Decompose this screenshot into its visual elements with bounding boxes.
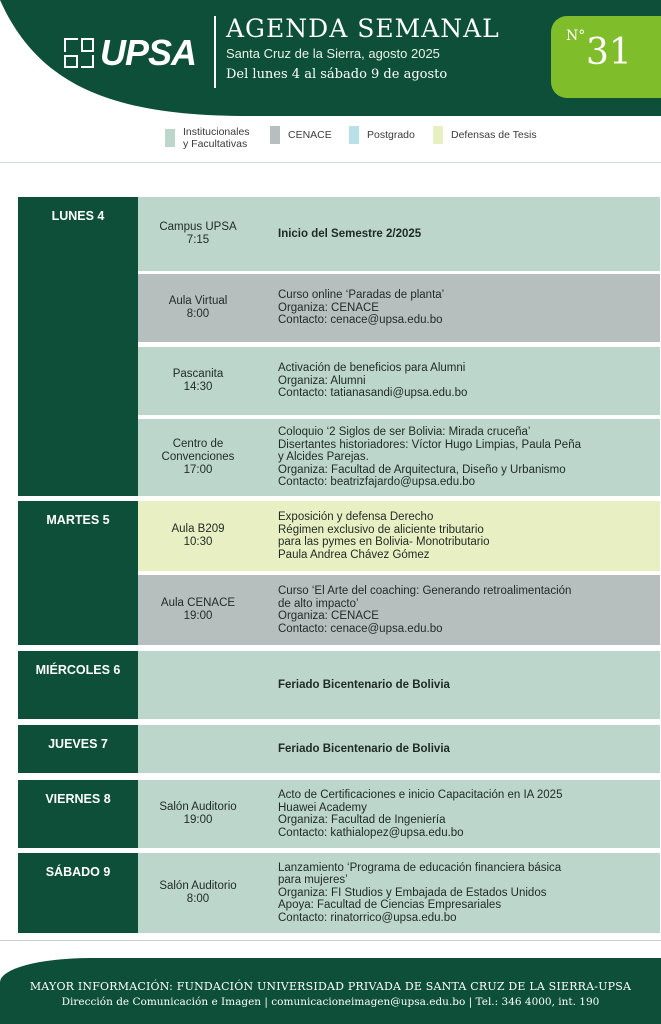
- event-line: Organiza: CENACE: [278, 610, 379, 622]
- event-card: [138, 651, 660, 719]
- event-line: de alto impacto’: [278, 597, 359, 610]
- day-jueves: [18, 725, 660, 773]
- event-line: Paula Andrea Chávez Gómez: [278, 548, 430, 561]
- event-line: Curso online ‘Paradas de planta’: [278, 289, 445, 302]
- day-viernes: [18, 780, 660, 848]
- day-lunes: [18, 197, 660, 496]
- event-line: Huawei Academy: [278, 801, 367, 814]
- footer: [0, 958, 661, 1024]
- event-place: [138, 853, 258, 933]
- place-name: Salón Auditorio: [159, 880, 237, 892]
- place-name: Aula CENACE: [160, 597, 236, 609]
- event-line: Apoya: Facultad de Ciencias Empresariales: [278, 899, 502, 912]
- event-line: Inicio del Semestre 2/2025: [278, 227, 422, 240]
- event-line: Feriado Bicentenario de Bolivia: [278, 742, 450, 755]
- legend-label: Defensas de Tesis: [451, 129, 537, 141]
- event-description: [278, 575, 658, 645]
- event-line: Organiza: Facultad de Arquitectura, Diseño y Urbanismo: [278, 463, 566, 476]
- day-sabado: [18, 853, 660, 933]
- event-place: [138, 780, 258, 848]
- legend-item-institucionales: [165, 126, 250, 150]
- day-label: LUNES 4: [18, 197, 138, 496]
- event-line: Feriado Bicentenario de Bolivia: [278, 678, 450, 691]
- legend-item-cenace: [270, 126, 332, 144]
- event-line: Contacto: rinatorrico@upsa.edu.bo: [278, 911, 457, 924]
- event-line: Activación de beneficios para Alumni: [278, 362, 466, 375]
- event-card: [138, 274, 660, 342]
- event-line: Contacto: beatrizfajardo@upsa.edu.bo: [278, 476, 476, 489]
- place-name: Campus UPSA: [159, 221, 237, 233]
- event-place: [138, 575, 258, 645]
- event-time: 7:15: [186, 234, 210, 246]
- event-time: 19:00: [183, 610, 213, 622]
- event-line: Lanzamiento ‘Programa de educación financiera básica: [278, 861, 562, 874]
- event-time: 14:30: [183, 381, 213, 393]
- event-line: Organiza: Alumni: [278, 374, 366, 387]
- issue-label: N°: [566, 28, 586, 44]
- event-description: [278, 780, 658, 848]
- event-line: Organiza: Facultad de Ingeniería: [278, 814, 446, 826]
- event-line: para mujeres’: [278, 874, 348, 887]
- event-line: Régimen exclusivo de aliciente tributario: [278, 523, 484, 536]
- legend-item-defensas: [433, 126, 537, 144]
- event-card: [138, 347, 660, 415]
- event-card: [138, 575, 660, 645]
- day-label: JUEVES 7: [18, 725, 138, 773]
- legend-swatch: [349, 126, 359, 144]
- event-line: para las pymes en Bolivia- Monotributario: [278, 536, 490, 548]
- event-description: [278, 419, 658, 496]
- legend-divider: [0, 162, 661, 163]
- event-description: [278, 274, 658, 342]
- event-card: [138, 501, 660, 571]
- legend-item-postgrado: [349, 126, 415, 144]
- event-card: [138, 853, 660, 933]
- footer-divider: [0, 940, 661, 941]
- event-description: [278, 725, 658, 773]
- legend-label: Postgrado: [367, 129, 415, 141]
- place-name: Pascanita: [172, 368, 224, 380]
- event-line: Curso ‘El Arte del coaching: Generando retroalimentación: [278, 585, 572, 597]
- place-name: Aula Virtual: [168, 295, 228, 307]
- event-card: [138, 725, 660, 773]
- upsa-logo-mark-icon: [64, 38, 94, 68]
- legend-swatch: [165, 129, 175, 147]
- footer-contact: Dirección de Comunicación e Imagen | comunicacioneimagen@upsa.edu.bo | Tel.: 346 4000, int. 190: [61, 996, 600, 1008]
- event-time: 10:30: [183, 536, 213, 548]
- event-line: Organiza: FI Studios y Embajada de Estados Unidos: [278, 886, 547, 899]
- event-line: y Alcides Parejas.: [278, 451, 369, 464]
- legend-swatch: [270, 126, 280, 144]
- event-line: Organiza: CENACE: [278, 301, 379, 314]
- event-description: [278, 853, 658, 933]
- day-martes: [18, 501, 660, 645]
- event-place: [138, 419, 258, 496]
- event-line: Coloquio ‘2 Siglos de ser Bolivia: Mirada cruceña’: [278, 426, 531, 439]
- issue-number: 31: [586, 32, 632, 73]
- event-card: [138, 197, 660, 271]
- event-time: 8:00: [186, 308, 210, 320]
- event-description: [278, 651, 658, 719]
- day-label: MARTES 5: [18, 501, 138, 645]
- upsa-logo: [64, 34, 196, 72]
- page-subtitle: Santa Cruz de la Sierra, agosto 2025: [226, 46, 440, 61]
- day-miercoles: [18, 651, 660, 719]
- date-range: Del lunes 4 al sábado 9 de agosto: [226, 67, 448, 82]
- event-line: Contacto: tatianasandi@upsa.edu.bo: [278, 387, 468, 400]
- event-description: [278, 197, 658, 271]
- place-name: Aula B209: [171, 523, 225, 535]
- event-line: Exposición y defensa Derecho: [278, 511, 434, 523]
- place-name: Centro de Convenciones: [161, 438, 235, 463]
- day-label: VIERNES 8: [18, 780, 138, 848]
- page-title: AGENDA SEMANAL: [226, 14, 500, 43]
- event-description: [278, 347, 658, 415]
- legend-label: y Facultativas: [183, 138, 248, 150]
- event-time: 8:00: [186, 893, 210, 905]
- event-line: Disertantes historiadores: Víctor Hugo Limpias, Paula Peña: [278, 438, 581, 451]
- event-line: Contacto: cenace@upsa.edu.bo: [278, 622, 443, 635]
- day-label: SÁBADO 9: [18, 853, 138, 933]
- event-time: 17:00: [183, 464, 213, 476]
- event-card: [138, 780, 660, 848]
- place-name: Salón Auditorio: [159, 801, 237, 813]
- event-line: Contacto: cenace@upsa.edu.bo: [278, 314, 443, 327]
- legend-label: CENACE: [288, 129, 332, 141]
- event-place: [138, 347, 258, 415]
- event-place: [138, 501, 258, 571]
- event-time: 19:00: [183, 814, 213, 826]
- event-place: [138, 197, 258, 271]
- event-card: [138, 419, 660, 496]
- legend-swatch: [433, 126, 443, 144]
- event-description: [278, 501, 658, 571]
- legend-label: Institucionales: [183, 126, 250, 138]
- footer-title: MAYOR INFORMACIÓN: FUNDACIÓN UNIVERSIDAD PRIVADA DE SANTA CRUZ DE LA SIERRA-UPSA: [29, 980, 632, 993]
- event-line: Contacto: kathialopez@upsa.edu.bo: [278, 826, 464, 839]
- event-line: Acto de Certificaciones e inicio Capacitación en IA 2025: [278, 789, 563, 801]
- event-place: [138, 274, 258, 342]
- day-label: MIÉRCOLES 6: [18, 651, 138, 719]
- logo-text: UPSA: [100, 32, 197, 73]
- header-divider: [214, 16, 216, 88]
- legend: [0, 116, 661, 162]
